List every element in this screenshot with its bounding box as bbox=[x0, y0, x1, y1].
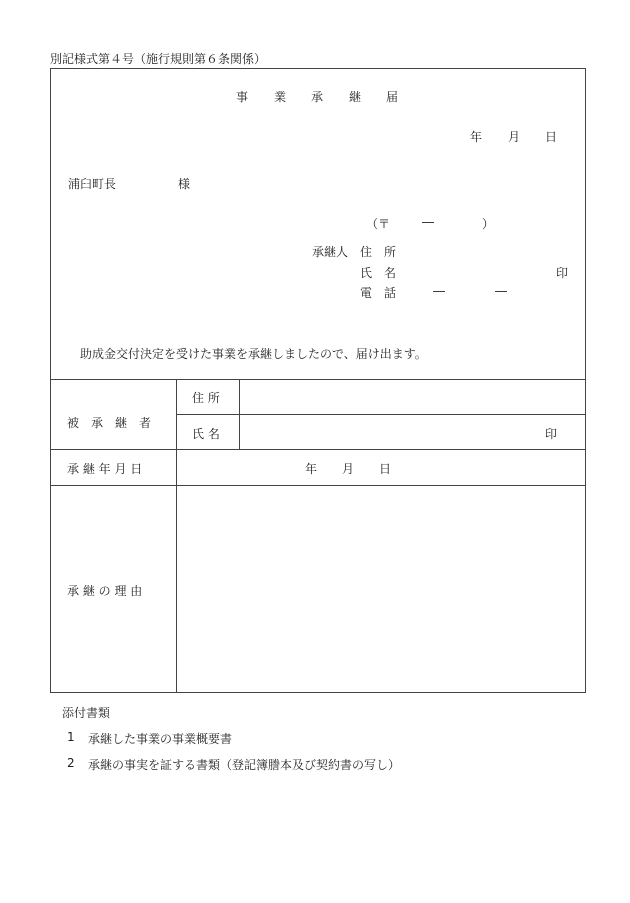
attachment-number: 1 bbox=[67, 730, 75, 744]
seal-mark: 印 bbox=[556, 266, 569, 280]
address-label: 住 所 bbox=[360, 245, 397, 259]
predecessor-seal: 印 bbox=[545, 427, 558, 441]
predecessor-name-label: 氏 名 bbox=[192, 427, 220, 441]
succession-reason-label: 承 継 の 理 由 bbox=[67, 584, 143, 598]
attachments-heading: 添付書類 bbox=[62, 706, 111, 720]
succession-date-year: 年 bbox=[305, 462, 318, 476]
date-year: 年 bbox=[470, 130, 483, 144]
row-divider bbox=[176, 414, 586, 415]
row-divider bbox=[50, 485, 586, 486]
successor-label: 承継人 bbox=[312, 245, 349, 259]
attachment-number: 2 bbox=[67, 756, 75, 770]
form-number: 別記様式第４号（施行規則第６条関係） bbox=[50, 52, 267, 66]
postal-dash: ― bbox=[422, 215, 434, 229]
name-label: 氏 名 bbox=[360, 266, 397, 280]
postal-mark: （〒 bbox=[366, 217, 391, 231]
addressee: 浦臼町長 bbox=[68, 177, 117, 191]
title-char: 届 bbox=[386, 90, 399, 104]
phone-dash: ― bbox=[495, 284, 507, 298]
column-divider bbox=[239, 379, 240, 449]
row-divider bbox=[50, 449, 586, 450]
succession-date-label: 承 継 年 月 日 bbox=[67, 462, 143, 476]
title-char: 継 bbox=[349, 90, 362, 104]
form-box bbox=[50, 68, 586, 693]
date-month: 月 bbox=[508, 130, 521, 144]
succession-date-month: 月 bbox=[342, 462, 355, 476]
statement-text: 助成金交付決定を受けた事業を承継しましたので、届け出ます。 bbox=[80, 347, 427, 361]
title-char: 承 bbox=[311, 90, 324, 104]
phone-label: 電 話 bbox=[360, 286, 397, 300]
date-day: 日 bbox=[545, 130, 558, 144]
column-divider bbox=[176, 379, 177, 693]
honorific: 様 bbox=[178, 177, 191, 191]
postal-close: ） bbox=[482, 217, 495, 231]
succession-date-day: 日 bbox=[379, 462, 392, 476]
attachment-text: 承継した事業の事業概要書 bbox=[88, 732, 233, 746]
predecessor-address-label: 住 所 bbox=[192, 391, 220, 405]
title-char: 事 bbox=[236, 90, 249, 104]
attachment-text: 承継の事実を証する書類（登記簿謄本及び契約書の写し） bbox=[88, 758, 401, 772]
table-top-line bbox=[50, 379, 586, 380]
predecessor-label: 被 承 継 者 bbox=[67, 416, 152, 430]
phone-dash: ― bbox=[433, 284, 445, 298]
title-char: 業 bbox=[274, 90, 287, 104]
